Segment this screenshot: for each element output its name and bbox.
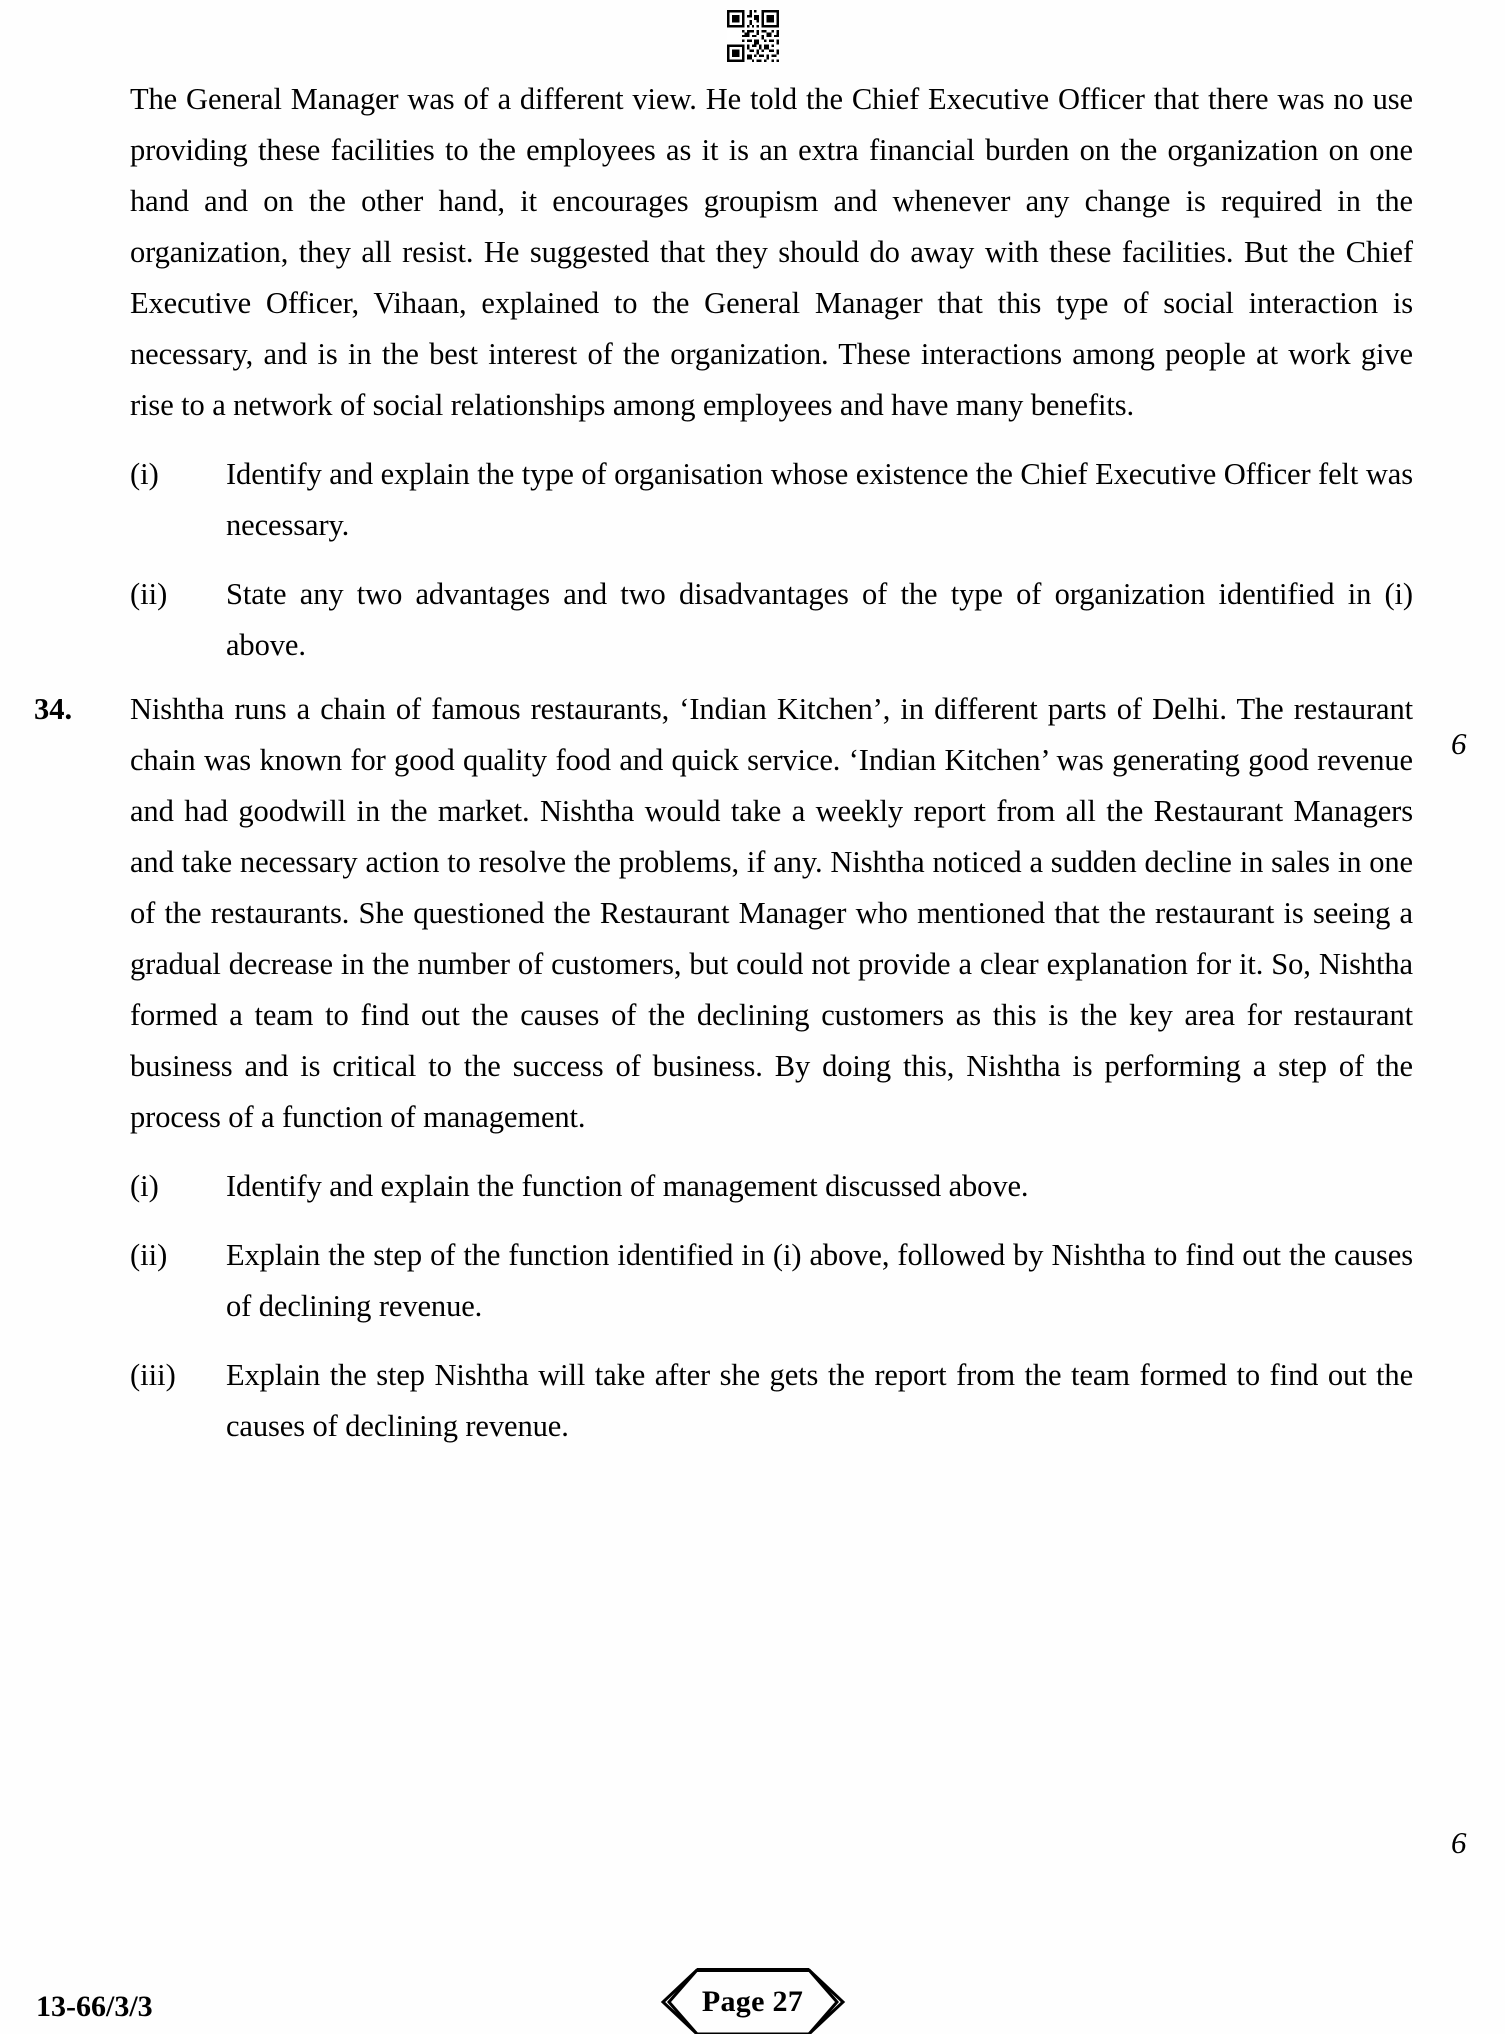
subitem-marker: (i) — [130, 1169, 159, 1203]
subitem-text: Identify and explain the function of management discussed above. — [226, 1169, 1029, 1203]
subitem-34-i — [34, 1161, 1471, 1212]
marks-question-33: 6 — [1451, 726, 1467, 761]
subitem-34-ii — [34, 1230, 1471, 1332]
passage-paragraph: The General Manager was of a different view. He told the Chief Executive Officer that there was no use providing these facilities to the employees as it is an extra financial burden on the organization on one hand and on the other hand, it encourages groupism and whenever any change is required in the organization, they all resist. He suggested that they should do away with these facilities. But the Chief Executive Officer, Vihaan, explained to the General Manager that this type of social interaction is necessary, and is in the best interest of the organization. These interactions among people at work give rise to a network of social relationships among employees and have many benefits. — [130, 82, 1413, 422]
subitem-marker: (ii) — [130, 1238, 168, 1272]
page-footer — [0, 1924, 1505, 2034]
subitem-text: State any two advantages and two disadvantages of the type of organization identified in (i) above. — [226, 577, 1413, 662]
paper-code: 13-66/3/3 — [36, 1990, 153, 2023]
question-number: 34. — [34, 692, 73, 726]
subitem-text: Explain the step of the function identified in (i) above, followed by Nishtha to find out the causes of declining revenue. — [226, 1238, 1413, 1323]
page-content — [0, 74, 1505, 1452]
subitem-marker: (i) — [130, 457, 159, 491]
question-body: Nishtha runs a chain of famous restaurants, ‘Indian Kitchen’, in different parts of Delhi. The restaurant chain was known for good quality food and quick service. ‘Indian Kitchen’ was generating good revenue and had goodwill in the market. Nishtha would take a weekly report from all the Restaurant Managers and take necessary action to resolve the problems, if any. Nishtha noticed a sudden decline in sales in one of the restaurants. She questioned the Restaurant Manager who mentioned that the restaurant is seeing a gradual decrease in the number of customers, but could not provide a clear explanation for it. So, Nishtha formed a team to find out the causes of the declining customers as this is the key area for restaurant business and is critical to the success of business. By doing this, Nishtha is performing a step of the process of a function of management. — [130, 692, 1413, 1134]
qr-code-container — [0, 10, 1505, 62]
subitem-text: Identify and explain the type of organisation whose existence the Chief Executive Officer felt was necessary. — [226, 457, 1413, 542]
subitem-34-iii — [34, 1350, 1471, 1452]
page-number-label: Page 27 — [701, 1985, 804, 2018]
subitem-text: Explain the step Nishtha will take after she gets the report from the team formed to find out the causes of declining revenue. — [226, 1358, 1413, 1443]
subitem-33-i — [34, 449, 1471, 551]
subitem-33-ii — [34, 569, 1471, 671]
page-number-badge — [635, 1964, 871, 2034]
question-34 — [34, 684, 1471, 1143]
subitem-marker: (iii) — [130, 1358, 176, 1392]
qr-code-icon — [725, 10, 781, 62]
subitem-marker: (ii) — [130, 577, 168, 611]
marks-question-34: 6 — [1451, 1825, 1467, 1860]
